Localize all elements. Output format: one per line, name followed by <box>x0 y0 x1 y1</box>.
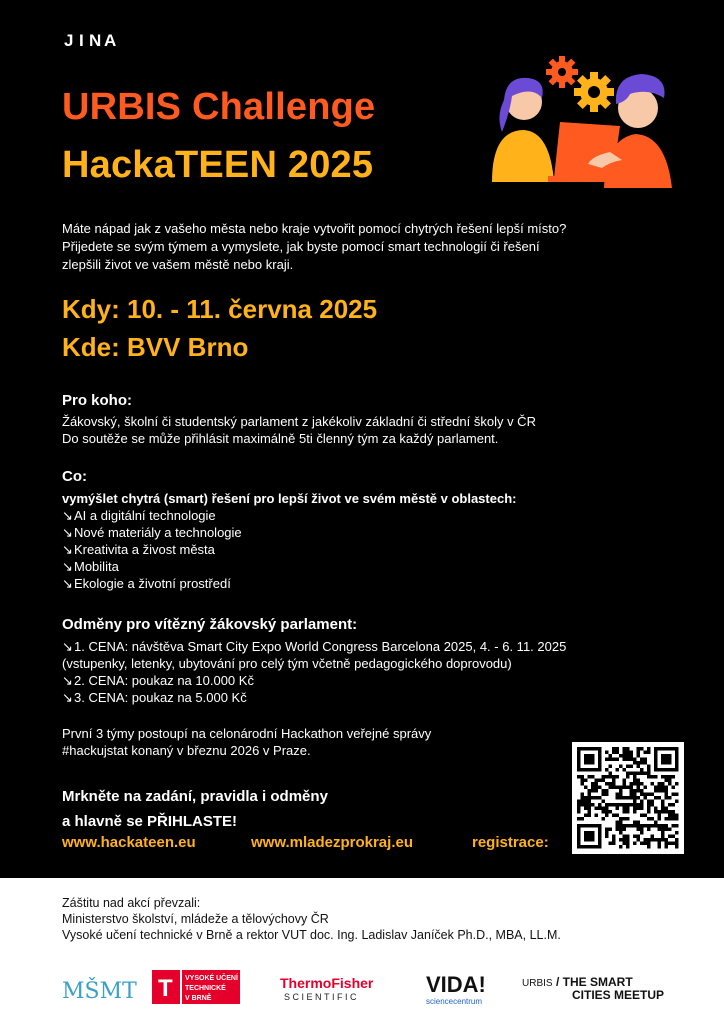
vut-logo <box>152 970 242 1004</box>
urbis-logo-text: URBIS <box>522 978 553 989</box>
prize-third: 3. CENA: poukaz na 5.000 Kč <box>74 690 247 705</box>
list-item <box>62 558 682 575</box>
vida-logo <box>424 968 496 1008</box>
area-label: Mobilita <box>74 559 119 574</box>
svg-text:T: T <box>158 975 173 1002</box>
title-hackateen: HackaTEEN 2025 <box>62 144 374 186</box>
arrow-down-right-icon: ↘ <box>62 559 73 574</box>
patron-ministry: Ministerstvo školství, mládeže a tělovýchovy ČR <box>62 912 329 926</box>
patronage-text <box>62 895 561 943</box>
logo-letter-a: A <box>104 31 117 50</box>
vida-logo-text: VIDA! <box>426 972 486 997</box>
urbis-logo-line: CITIES MEETUP <box>572 988 665 1002</box>
arrow-down-right-icon: ↘ <box>62 525 73 540</box>
patron-heading: Záštitu nad akcí převzali: <box>62 896 201 910</box>
arrow-down-right-icon: ↘ <box>62 673 73 688</box>
what-heading: Co: <box>62 468 87 485</box>
area-label: Ekologie a životní prostředí <box>74 576 231 591</box>
msmt-logo <box>60 970 137 1010</box>
title-urbis-challenge: URBIS Challenge <box>62 86 376 128</box>
registration-label: registrace: <box>472 834 549 851</box>
registration-qr-code[interactable] <box>572 742 684 854</box>
vida-logo-subtext: sciencecentrum <box>426 997 483 1006</box>
partner-logos <box>0 966 724 1016</box>
teamwork-illustration <box>484 52 684 192</box>
hackathon-line: #hackujstat konaný v březnu 2026 v Praze. <box>62 743 311 758</box>
footer <box>0 878 724 1024</box>
prize-first-note: (vstupenky, letenky, ubytování pro celý tým včetně pedagogického doprovodu) <box>62 656 512 671</box>
cta-line: a hlavně se PŘIHLASTE! <box>62 813 238 830</box>
link-hackateen[interactable]: www.hackateen.eu <box>62 834 196 851</box>
event-location: Kde: BVV Brno <box>62 332 249 362</box>
prize-first: 1. CENA: návštěva Smart City Expo World Congress Barcelona 2025, 4. - 6. 11. 2025 <box>74 639 567 654</box>
what-intro: vymýšlet chytrá (smart) řešení pro lepší život ve svém městě v oblastech: <box>62 491 517 506</box>
prizes-list <box>62 638 682 706</box>
list-item <box>62 672 682 689</box>
list-item <box>62 541 682 558</box>
who-heading: Pro koho: <box>62 392 132 409</box>
prize-second: 2. CENA: poukaz na 10.000 Kč <box>74 673 254 688</box>
intro-line: Máte nápad jak z vašeho města nebo kraje vytvořit pomocí chytrých řešení lepší místo? <box>62 221 567 236</box>
event-date: Kdy: 10. - 11. června 2025 <box>62 294 378 324</box>
hackathon-line: První 3 týmy postoupí na celonárodní Hackathon veřejné správy <box>62 726 432 741</box>
link-mladezprokraj[interactable]: www.mladezprokraj.eu <box>251 834 413 851</box>
logo-letter-j: J <box>64 31 74 50</box>
arrow-down-right-icon: ↘ <box>62 690 73 705</box>
arrow-down-right-icon: ↘ <box>62 639 73 654</box>
area-label: Nové materiály a technologie <box>74 525 242 540</box>
thermofisher-logo <box>278 974 388 1004</box>
list-item <box>62 575 682 592</box>
gear-icon <box>546 56 578 88</box>
logo-letter-i: I <box>79 31 84 50</box>
area-label: Kreativita a živost města <box>74 542 215 557</box>
vut-logo-line: V BRNĚ <box>185 995 212 1002</box>
what-list <box>62 490 682 592</box>
arrow-down-right-icon: ↘ <box>62 576 73 591</box>
intro-paragraph <box>62 220 672 274</box>
gear-icon <box>574 72 614 112</box>
jina-logo <box>62 28 122 64</box>
list-item <box>62 689 682 706</box>
urbis-logo <box>520 972 680 1006</box>
logo-letter-n: N <box>89 31 102 50</box>
arrow-down-right-icon: ↘ <box>62 508 73 523</box>
area-label: AI a digitální technologie <box>74 508 216 523</box>
msmt-logo-text: MŠMT <box>62 979 137 1004</box>
thermofisher-logo-subtext: SCIENTIFIC <box>284 992 360 1002</box>
patron-vut: Vysoké učení technické v Brně a rektor VUT doc. Ing. Ladislav Janíček Ph.D., MBA, LL.M. <box>62 928 561 942</box>
cta-line: Mrkněte na zadání, pravidla i odměny <box>62 788 328 805</box>
prizes-heading: Odměny pro vítězný žákovský parlament: <box>62 616 358 633</box>
thermofisher-logo-text: ThermoFisher <box>280 975 374 991</box>
call-to-action <box>62 784 328 834</box>
who-text <box>62 413 682 447</box>
urbis-logo-line: / THE SMART <box>556 975 633 989</box>
arrow-down-right-icon: ↘ <box>62 542 73 557</box>
vut-logo-line: VYSOKÉ UČENÍ <box>185 975 238 982</box>
who-line: Žákovský, školní či studentský parlament z jakékoliv základní či střední školy v ČR <box>62 414 536 429</box>
vut-logo-line: TECHNICKÉ <box>185 985 226 992</box>
list-item <box>62 638 682 655</box>
intro-line: zlepšili život ve vašem městě nebo kraji. <box>62 257 294 272</box>
who-line: Do soutěže se může přihlásit maximálně 5ti členný tým za každý parlament. <box>62 431 499 446</box>
list-item <box>62 524 682 541</box>
list-item <box>62 507 682 524</box>
intro-line: Přijedete se svým týmem a vymyslete, jak byste pomocí smart technologií či řešení <box>62 239 540 254</box>
